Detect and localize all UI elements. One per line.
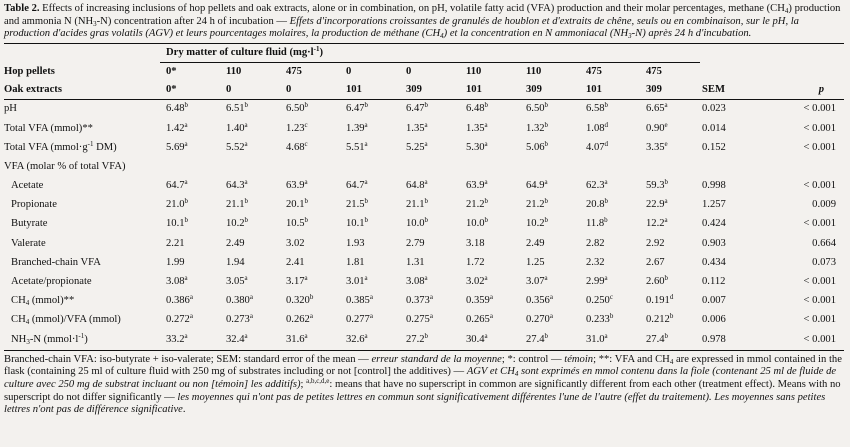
value-cell: 0.265$^a$	[466, 312, 493, 326]
value-cell: 63.9$^a$	[466, 178, 488, 192]
table-row	[4, 158, 844, 177]
value-cell: 63.9$^a$	[286, 178, 308, 192]
value-cell: 1.42$^a$	[166, 120, 188, 134]
value-cell: 0.212$^b$	[646, 312, 674, 326]
value-cell: 6.48$^b$	[166, 101, 189, 115]
oak-extracts-label: Oak extracts	[4, 81, 160, 100]
value-cell: 59.3$^b$	[646, 178, 669, 192]
value-cell: 27.4$^b$	[640, 330, 700, 350]
group-header: Dry matter of culture fluid $(mg\cdot l^{-1})$	[160, 44, 700, 63]
hop-col-9: 475	[646, 65, 662, 77]
value-cell: 32.4$^a$	[220, 330, 280, 350]
value-cell	[460, 158, 520, 177]
value-cell: 0.373$^a$	[406, 293, 433, 307]
row-label: Acetate	[11, 180, 44, 192]
value-cell: 10.5$^b$	[286, 216, 309, 230]
value-cell: 0.277$^a$	[346, 312, 373, 326]
value-cell: 64.8$^a$	[406, 178, 428, 192]
value-cell: 31.0$^a$	[580, 330, 640, 350]
value-cell: 6.65$^a$	[646, 101, 668, 115]
value-cell: 0.275$^a$	[406, 312, 433, 326]
value-cell: 0.272$^a$	[166, 312, 193, 326]
sem-cell	[700, 158, 746, 177]
sem-cell: 0.007	[702, 295, 726, 307]
hop-col-8: 475	[586, 65, 602, 77]
value-cell: 6.58$^b$	[586, 101, 609, 115]
table-row	[4, 138, 844, 157]
value-cell	[400, 158, 460, 177]
hop-pellets-label: Hop pellets	[4, 65, 55, 77]
sem-cell: 0.006	[702, 314, 726, 326]
value-cell: 5.30$^a$	[466, 139, 488, 153]
value-cell: 10.2$^b$	[226, 216, 249, 230]
hop-col-2: 110	[226, 65, 242, 77]
value-cell: 10.2$^b$	[526, 216, 549, 230]
row-label: $CH_4$ (mmol)/VFA (mmol)	[11, 314, 121, 327]
value-cell: 0.356$^a$	[526, 293, 553, 307]
row-label: $CH_4$ (mmol)**	[11, 295, 75, 308]
table-row	[4, 177, 844, 196]
sem-cell: 0.424	[702, 218, 726, 230]
sem-cell: 0.112	[702, 276, 726, 288]
value-cell: 21.1$^b$	[406, 197, 429, 211]
value-cell: 64.7$^a$	[166, 178, 188, 192]
value-cell: 3.02	[286, 237, 305, 249]
value-cell: 2.41	[286, 256, 305, 268]
footnote-part: témoin	[564, 353, 594, 365]
value-cell: 0.233$^b$	[586, 312, 614, 326]
value-cell: 1.94	[226, 256, 245, 268]
p-value-cell: < 0.001	[803, 295, 836, 307]
value-cell: 2.82	[586, 237, 605, 249]
table-row	[4, 273, 844, 292]
value-cell: 21.0$^b$	[166, 197, 189, 211]
table-caption	[4, 3, 844, 41]
value-cell: 6.50$^b$	[526, 101, 549, 115]
value-cell: 0.320$^b$	[286, 293, 314, 307]
value-cell: 21.2$^b$	[526, 197, 549, 211]
value-cell: 21.2$^b$	[466, 197, 489, 211]
value-cell: 3.07$^a$	[526, 274, 548, 288]
value-cell: 21.5$^b$	[346, 197, 369, 211]
value-cell: 0.262$^a$	[286, 312, 313, 326]
value-cell: 64.9$^a$	[526, 178, 548, 192]
hop-pellets-row	[4, 63, 844, 82]
value-cell: 5.25$^a$	[406, 139, 428, 153]
value-cell: 6.51$^b$	[226, 101, 249, 115]
value-cell: 10.1$^b$	[346, 216, 369, 230]
p-value-cell: 0.073	[812, 256, 836, 268]
row-label: Branched-chain VFA	[11, 256, 101, 268]
value-cell: 1.81	[346, 256, 365, 268]
value-cell: 33.2$^a$	[160, 330, 220, 350]
value-cell	[160, 158, 220, 177]
value-cell: 3.17$^a$	[286, 274, 308, 288]
oak-col-6: 101	[460, 81, 520, 100]
row-label: Propionate	[11, 199, 57, 211]
p-header: p	[746, 81, 844, 100]
value-cell: 64.3$^a$	[226, 178, 248, 192]
value-cell: 10.0$^b$	[406, 216, 429, 230]
value-cell: 1.40$^a$	[226, 120, 248, 134]
value-cell: 2.67	[646, 256, 665, 268]
sem-cell: 0.023	[702, 103, 726, 115]
table-row	[4, 311, 844, 330]
oak-col-8: 101	[580, 81, 640, 100]
value-cell: 5.69$^a$	[166, 139, 188, 153]
footnote-part: ; *: control —	[501, 353, 565, 365]
row-label: Total VFA ($mmol\cdot g^{-1}$ DM)	[4, 139, 117, 153]
value-cell: 6.48$^b$	[466, 101, 489, 115]
value-cell: 27.2$^b$	[400, 330, 460, 350]
value-cell: 1.99	[166, 256, 185, 268]
p-value-cell: < 0.001	[803, 276, 836, 288]
row-label: Acetate/propionate	[11, 276, 92, 288]
value-cell: 4.68$^c$	[286, 139, 308, 153]
value-cell: 1.93	[346, 237, 365, 249]
value-cell: 3.18	[466, 237, 485, 249]
sem-cell: 1.257	[702, 199, 726, 211]
value-cell: 3.05$^a$	[226, 274, 248, 288]
value-cell: 2.99$^a$	[586, 274, 608, 288]
value-cell: 21.1$^b$	[226, 197, 249, 211]
hop-col-3: 475	[286, 65, 302, 77]
oak-extracts-row	[4, 81, 844, 100]
value-cell: 4.07$^d$	[586, 139, 609, 153]
value-cell: 31.6$^a$	[280, 330, 340, 350]
table-body	[4, 100, 844, 350]
value-cell: 2.79	[406, 237, 425, 249]
p-value-cell: < 0.001	[803, 122, 836, 134]
table-row	[4, 292, 844, 311]
value-cell	[580, 158, 640, 177]
value-cell: 1.31	[406, 256, 425, 268]
hop-col-6: 110	[466, 65, 482, 77]
caption-french: Effets d'incorporations croissantes de granulés de houblon et d'extraits de chêne, seuls ou en combinaison, sur le pH, la production d'acides gras volatils (AGV) et leurs pourcentages molaires, la production de méthane $(CH_4)$ et la concentration en N ammoniacal $(NH_3-N)$ après 24 h d'incubation.	[4, 15, 799, 41]
sem-cell: 0.998	[702, 180, 726, 192]
value-cell: 30.4$^a$	[460, 330, 520, 350]
value-cell: 20.1$^b$	[286, 197, 309, 211]
oak-col-5: 309	[400, 81, 460, 100]
value-cell: 1.72	[466, 256, 485, 268]
footnote-part: Branched-chain VFA: iso-butyrate + iso-valerate; SEM: standard error of the mean —	[4, 353, 372, 365]
footnote-part: ; $^{a,b,c,d,e}$: means that have no superscript in common are significantly different from each other (treatment effect). Means with no superscript do not differ significantly —	[4, 376, 841, 403]
value-cell	[640, 158, 700, 177]
value-cell: 2.32	[586, 256, 605, 268]
oak-col-9: 309	[640, 81, 700, 100]
hop-col-4: 0	[346, 65, 352, 77]
value-cell: 6.47$^b$	[406, 101, 429, 115]
value-cell: 6.50$^b$	[286, 101, 309, 115]
oak-col-7: 309	[520, 81, 580, 100]
value-cell: 1.32$^b$	[526, 120, 549, 134]
value-cell: 1.23$^c$	[286, 120, 308, 134]
value-cell: 5.52$^a$	[226, 139, 248, 153]
sem-cell: 0.152	[702, 141, 726, 153]
p-value-cell: < 0.001	[803, 103, 836, 115]
sem-cell: 0.014	[702, 122, 726, 134]
p-value-cell: < 0.001	[803, 141, 836, 153]
value-cell: 2.21	[166, 237, 185, 249]
value-cell: 0.90e	[646, 120, 668, 134]
oak-col-4: 101	[340, 81, 400, 100]
value-cell: 10.1$^b$	[166, 216, 189, 230]
row-label: $NH_3-N$ $(mmol\cdot l^{-1})$	[4, 330, 160, 350]
p-value-cell: < 0.001	[803, 314, 836, 326]
p-value-cell: < 0.001	[803, 180, 836, 192]
oak-col-3: 0	[280, 81, 340, 100]
value-cell: 6.47$^b$	[346, 101, 369, 115]
table-row	[4, 215, 844, 234]
sem-cell: 0.903	[702, 237, 726, 249]
value-cell: 0.385$^a$	[346, 293, 373, 307]
footnote-part: .	[182, 404, 186, 416]
value-cell: 2.49	[526, 237, 545, 249]
value-cell: 5.51$^a$	[346, 139, 368, 153]
p-value-cell	[746, 158, 844, 177]
table-row	[4, 119, 844, 138]
footnote-part: erreur standard de la moyenne	[371, 353, 502, 365]
value-cell: 0.386$^a$	[166, 293, 193, 307]
results-table	[4, 43, 844, 350]
footnote-part: ; **: VFA and $CH_4$ are expressed in mmol contained in the flask (containing 25 ml of culture fluid with 250 mg of substrates including or not [control] the additives) —	[4, 353, 842, 378]
caption-english: Effects of increasing inclusions of hop pellets and oak extracts, alone or in combination, on pH, volatile fatty acid (VFA) production and their molar percentages, methane $(CH_4)$ production and ammonia N $(NH_3-N)$ concentration after 24 h of incubation —	[4, 3, 841, 28]
value-cell: 3.35e	[646, 139, 668, 153]
value-cell: 27.4$^b$	[520, 330, 580, 350]
value-cell: 3.08$^a$	[406, 274, 428, 288]
hop-col-5: 0	[406, 65, 412, 77]
sem-cell: 0.434	[702, 256, 726, 268]
value-cell: 0.191$^d$	[646, 293, 674, 307]
value-cell: 1.39$^a$	[346, 120, 368, 134]
p-value-cell: 0.664	[812, 237, 836, 249]
value-cell: 1.35$^a$	[406, 120, 428, 134]
p-value-cell: < 0.001	[803, 218, 836, 230]
value-cell	[520, 158, 580, 177]
oak-col-1: 0*	[160, 81, 220, 100]
p-value-cell: 0.009	[812, 199, 836, 211]
value-cell: 3.08$^a$	[166, 274, 188, 288]
row-label: Total VFA (mmol)**	[4, 122, 93, 134]
value-cell: 2.60$^b$	[646, 274, 669, 288]
value-cell: 11.8$^b$	[586, 216, 608, 230]
value-cell: 0.380$^a$	[226, 293, 253, 307]
hop-col-7: 110	[526, 65, 542, 77]
value-cell: 20.8$^b$	[586, 197, 609, 211]
value-cell: 0.270$^a$	[526, 312, 553, 326]
p-value-cell: < 0.001	[746, 330, 844, 350]
table-footnote	[4, 354, 844, 418]
footnote-part: AGV et $CH_4$ sont exprimés en mmol contenu dans la fiole (contenant 25 ml de fluide de culture avec 250 mg de substrat incluant ou non [témoin] les additifs)	[4, 366, 837, 390]
value-cell: 62.3$^a$	[586, 178, 608, 192]
hop-col-1: 0*	[166, 65, 177, 77]
table-row	[4, 330, 844, 350]
value-cell: 1.35$^a$	[466, 120, 488, 134]
value-cell: 22.9$^a$	[646, 197, 668, 211]
table-row	[4, 100, 844, 120]
footnote-part: les moyennes qui n'ont pas de petites lettres en commun sont significativement différentes l'une de l'autre (effet du traitement). Les moyennes sans petites lettres n'ont pas de différence significative	[4, 391, 826, 416]
caption-label: Table 2.	[4, 3, 40, 14]
value-cell: 10.0$^b$	[466, 216, 489, 230]
row-label: VFA (molar % of total VFA)	[4, 160, 126, 172]
value-cell: 32.6$^a$	[340, 330, 400, 350]
value-cell: 5.06$^b$	[526, 139, 549, 153]
value-cell: 0.273$^a$	[226, 312, 253, 326]
table-row	[4, 234, 844, 253]
value-cell	[220, 158, 280, 177]
row-label: Butyrate	[11, 218, 48, 230]
row-label: pH	[4, 103, 17, 115]
table-row	[4, 254, 844, 273]
value-cell: 2.49	[226, 237, 245, 249]
value-cell: 3.02$^a$	[466, 274, 488, 288]
value-cell	[280, 158, 340, 177]
sem-header: SEM	[700, 81, 746, 100]
row-label: Valerate	[11, 237, 46, 249]
value-cell: 0.359$^a$	[466, 293, 493, 307]
value-cell: 1.08$^d$	[586, 120, 609, 134]
value-cell: 3.01$^a$	[346, 274, 368, 288]
value-cell: 1.25	[526, 256, 545, 268]
oak-col-2: 0	[220, 81, 280, 100]
value-cell: 0.250$^c$	[586, 293, 613, 307]
value-cell: 12.2$^a$	[646, 216, 668, 230]
table-row	[4, 196, 844, 215]
value-cell: 64.7$^a$	[346, 178, 368, 192]
value-cell	[340, 158, 400, 177]
sem-cell: 0.978	[700, 330, 746, 350]
value-cell: 2.92	[646, 237, 665, 249]
